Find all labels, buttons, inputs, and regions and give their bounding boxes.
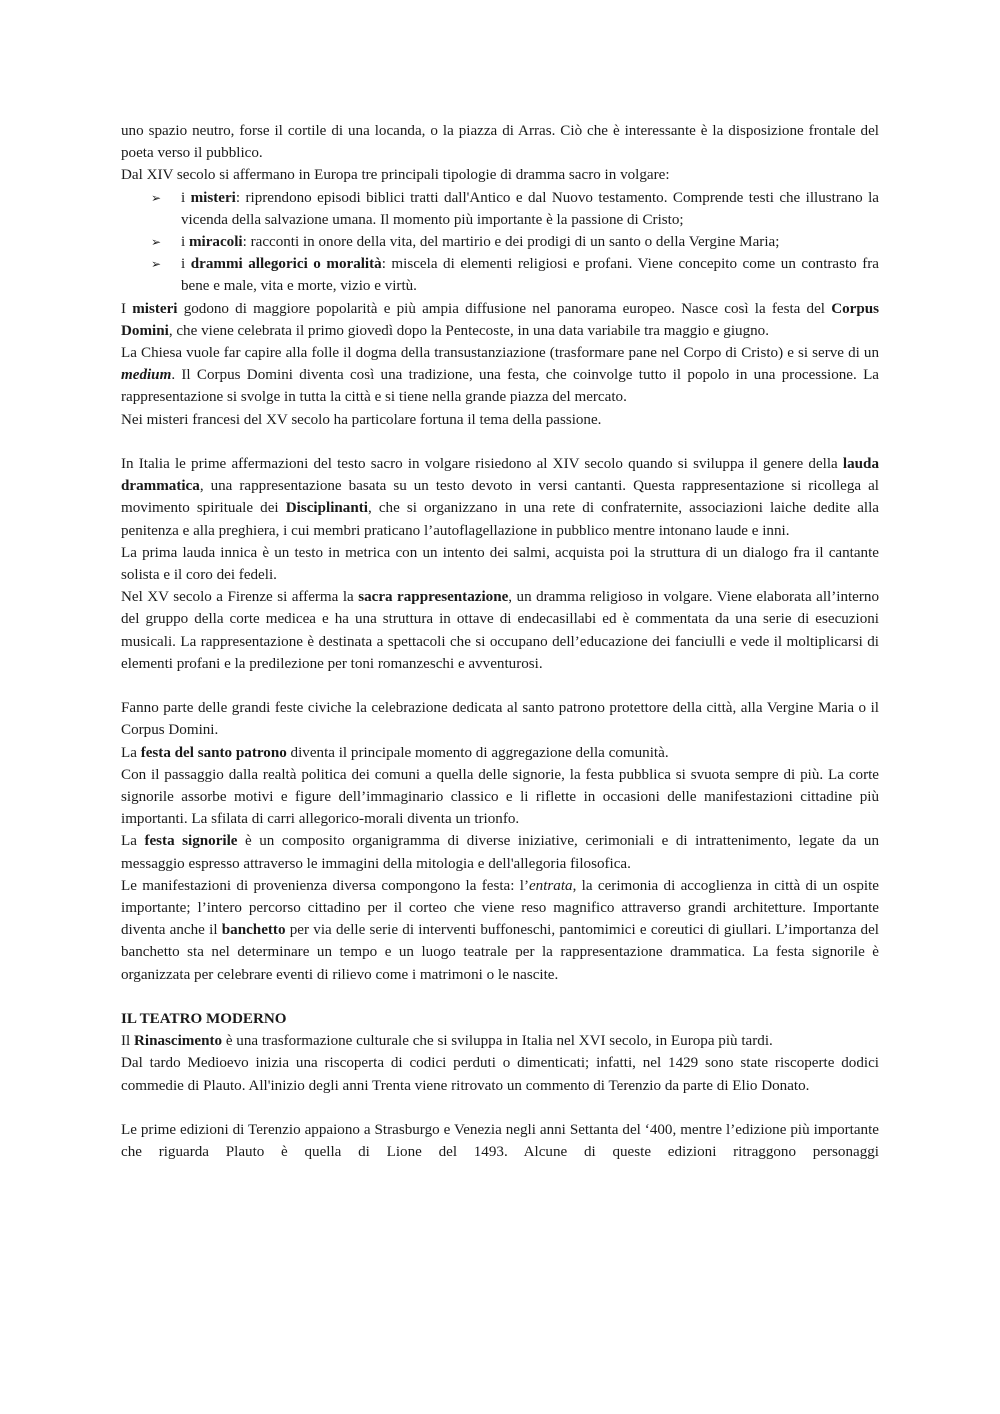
arrow-bullet-icon: ➢ xyxy=(151,235,162,250)
paragraph: Nel XV secolo a Firenze si afferma la sacra rappresentazione, un dramma religioso in volgare. Viene elaborata all’interno del gruppo della corte medicea e ha una struttura in ottave di endecasillabi ed è commentata da una serie di esecuzioni musicali. La rappresentazione è destinata a spettacoli che si occupano dell’educazione dei fanciulli e vede il moltiplicarsi di elementi profani e la predilezione per toni romanzeschi e avventurosi. xyxy=(121,589,880,672)
paragraph: La prima lauda innica è un testo in metrica con un intento dei salmi, acquista poi la struttura di un dialogo fra il cantante solista e il coro dei fedeli. xyxy=(121,544,879,584)
paragraph: uno spazio neutro, forse il cortile di una locanda, o la piazza di Arras. Ciò che è interessante è la disposizione frontale del poeta verso il pubblico. xyxy=(121,123,879,162)
paragraph: La festa signorile è un composito organigramma di diverse iniziative, cerimoniali e di intrattenimento, legate da un messaggio espresso attraverso le immagini della mitologia e dell'allegoria filosofica. xyxy=(121,833,879,872)
document-page xyxy=(121,120,879,1163)
paragraph: Con il passaggio dalla realtà politica dei comuni a quella delle signorie, la festa pubblica si svuota sempre di più. La corte signorile assorbe motivi e figure dell’immaginario classico e li riflette in occasioni delle manifestazioni cittadine più importanti. La sfilata di carri allegorico-morali diventa un trionfo. xyxy=(121,766,879,828)
paragraph: Dal XIV secolo si affermano in Europa tre principali tipologie di dramma sacro in volgare: xyxy=(121,167,670,184)
paragraph-spacer xyxy=(121,675,879,697)
list-item: ➢ i drammi allegorici o moralità: miscela di elementi religiosi e profani. Viene concepito come un contrasto fra bene e male, vita e morte, vizio e virtù. xyxy=(121,253,879,297)
paragraph: Le manifestazioni di provenienza diversa compongono la festa: l’entrata, la cerimonia di accoglienza in città di un ospite importante; l’intero percorso cittadino per il corteo che viene reso magnifico attraverso grandi architetture. Importante diventa anche il banchetto per via delle serie di interventi buffoneschi, pantomimici e coreutici di giullari. L’importanza del banchetto sta nel determinare un tempo e un luogo teatrale per la rappresentazione drammatica. La festa signorile è organizzata per celebrare eventi di rilievo come i matrimoni o le nascite. xyxy=(121,877,880,983)
paragraph: La festa del santo patrono diventa il principale momento di aggregazione della comunità. xyxy=(121,744,669,761)
paragraph: Nei misteri francesi del XV secolo ha particolare fortuna il tema della passione. xyxy=(121,411,602,428)
paragraph: I misteri godono di maggiore popolarità e più ampia diffusione nel panorama europeo. Nasce così la festa del Corpus Domini, che viene celebrata il primo giovedì dopo la Pentecoste, in una data variabile tra maggio e giugno. xyxy=(121,300,879,339)
paragraph: Il Rinascimento è una trasformazione culturale che si sviluppa in Italia nel XVI secolo, in Europa più tardi. xyxy=(121,1033,773,1050)
paragraph-spacer xyxy=(121,1097,879,1119)
paragraph: Fanno parte delle grandi feste civiche la celebrazione dedicata al santo patrono protettore della città, alla Vergine Maria o il Corpus Domini. xyxy=(121,700,879,739)
list-item: ➢ i miracoli: racconti in onore della vita, del martirio e dei prodigi di un santo o della Vergine Maria; xyxy=(121,231,879,253)
paragraph-spacer xyxy=(121,431,879,453)
section-heading: IL TEATRO MODERNO xyxy=(121,1011,287,1028)
paragraph-spacer xyxy=(121,986,879,1008)
paragraph: Le prime edizioni di Terenzio appaiono a Strasburgo e Venezia negli anni Settanta del ‘400, mentre l’edizione più importante che riguarda Plauto è quella di Lione del 1493. Alcune di queste edizioni ritraggono personaggi xyxy=(121,1122,879,1161)
arrow-bullet-icon: ➢ xyxy=(151,190,162,205)
list-item: ➢ i misteri: riprendono episodi biblici tratti dall'Antico e dal Nuovo testamento. Comprende testi che illustrano la vicenda della salvazione umana. Il momento più importante è la passione di Cristo; xyxy=(121,187,879,231)
arrow-bullet-icon: ➢ xyxy=(151,257,162,272)
bullet-list xyxy=(121,187,879,298)
paragraph: Dal tardo Medioevo inizia una riscoperta di codici perduti o dimenticati; infatti, nel 1429 sono state riscoperte dodici commedie di Plauto. All'inizio degli anni Trenta viene ritrovato un commento di Terenzio da parte di Elio Donato. xyxy=(121,1055,879,1094)
paragraph: La Chiesa vuole far capire alla folle il dogma della transustanziazione (trasformare pane nel Corpo di Cristo) e si serve di un medium. Il Corpus Domini diventa così una tradizione, una festa, che coinvolge tutto il popolo in una processione. La rappresentazione si svolge in tutta la città e si tiene nella grande piazza del mercato. xyxy=(121,345,879,406)
paragraph: In Italia le prime affermazioni del testo sacro in volgare risiedono al XIV secolo quando si sviluppa il genere della lauda drammatica, una rappresentazione basata su un testo devoto in versi cantanti. Questa rappresentazione si ricollega al movimento spirituale dei Disciplinanti, che si organizzano in una rete di confraternite, associazioni laiche dedite alla penitenza e alla preghiera, i cui membri praticano l’autoflagellazione in pubblico mentre intonano laude e inni. xyxy=(121,456,879,539)
